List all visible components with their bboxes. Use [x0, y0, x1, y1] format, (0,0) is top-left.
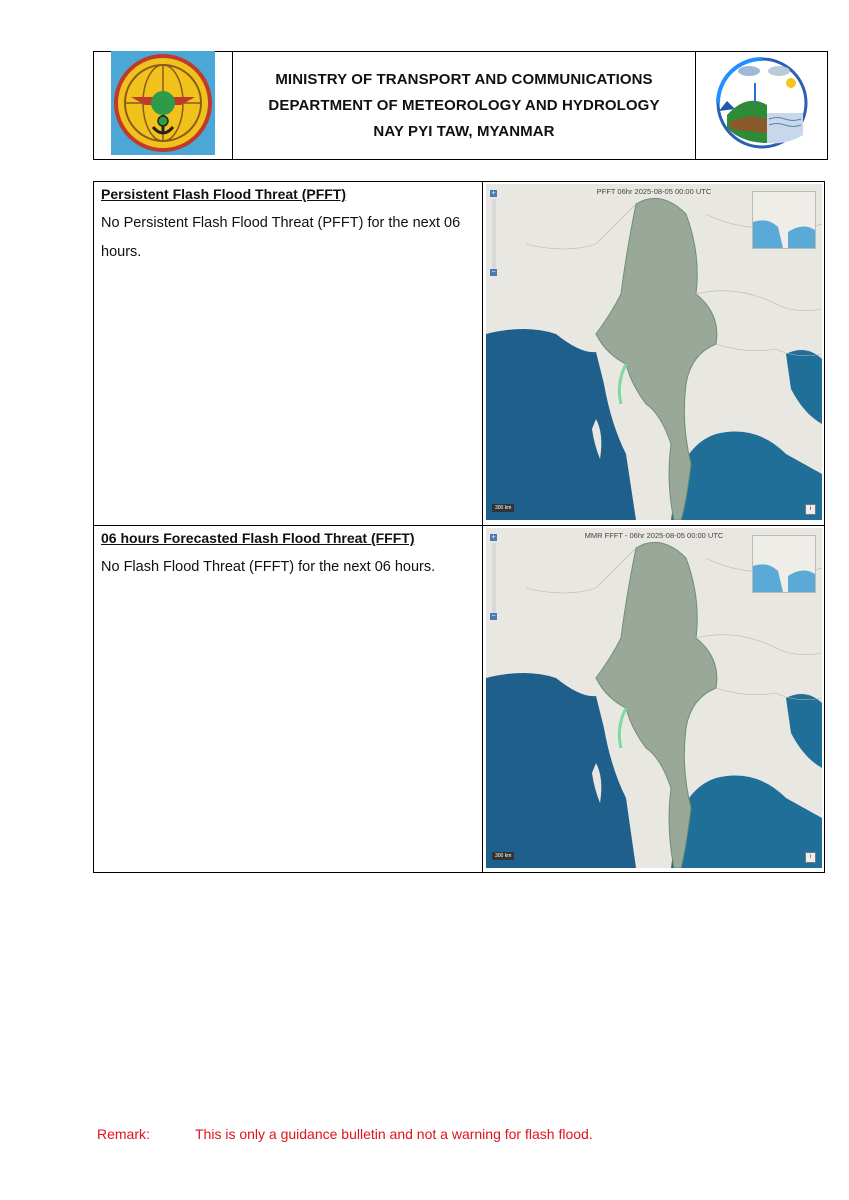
bulletin-table [93, 181, 825, 873]
pfft-overview-map [752, 191, 816, 249]
zoom-in-button[interactable]: + [491, 534, 496, 541]
ministry-emblem-icon [111, 51, 215, 160]
department-name: DEPARTMENT OF METEOROLOGY AND HYDROLOGY [268, 97, 660, 114]
hydrological-cycle-icon [707, 53, 817, 158]
ffft-row [94, 526, 824, 872]
right-logo-cell [695, 52, 827, 159]
pfft-text-cell [94, 182, 483, 525]
info-icon[interactable]: i [805, 852, 816, 863]
remark [97, 1126, 593, 1142]
ffft-map-label: MMR FFFT - 06hr 2025-08-05 00:00 UTC [584, 531, 724, 540]
pfft-zoom-control[interactable] [490, 190, 497, 278]
pfft-map [486, 184, 822, 520]
remark-label: Remark: [97, 1126, 150, 1142]
pfft-map-cell [484, 182, 824, 525]
pfft-row [94, 182, 824, 526]
zoom-in-button[interactable]: + [491, 190, 496, 197]
ministry-name: MINISTRY OF TRANSPORT AND COMMUNICATIONS [275, 71, 653, 88]
info-icon[interactable]: i [805, 504, 816, 515]
remark-text: This is only a guidance bulletin and not a warning for flash flood. [195, 1126, 593, 1142]
header-title-block [233, 52, 695, 159]
pfft-description: No Persistent Flash Flood Threat (PFFT) for the next 06 hours. [101, 215, 461, 260]
ffft-overview-map [752, 535, 816, 593]
zoom-slider[interactable] [492, 543, 496, 613]
ffft-zoom-control[interactable] [490, 534, 497, 622]
left-logo-cell [94, 52, 233, 159]
pfft-map-label: PFFT 06hr 2025-08-05 00:00 UTC [596, 187, 712, 196]
location-name: NAY PYI TAW, MYANMAR [373, 123, 555, 140]
pfft-title: Persistent Flash Flood Threat (PFFT) [101, 186, 347, 202]
zoom-out-button[interactable]: − [491, 613, 496, 620]
pfft-scale-bar: 300 km [492, 504, 514, 512]
ffft-title: 06 hours Forecasted Flash Flood Threat (FFFT) [101, 530, 415, 546]
ffft-map [486, 528, 822, 868]
zoom-out-button[interactable]: − [491, 269, 496, 276]
document-header [93, 51, 828, 160]
ffft-map-cell [484, 526, 824, 872]
zoom-slider[interactable] [492, 199, 496, 269]
ffft-description: No Flash Flood Threat (FFFT) for the next 06 hours. [101, 559, 436, 575]
ffft-text-cell [94, 526, 483, 872]
ffft-scale-bar: 300 km [492, 852, 514, 860]
